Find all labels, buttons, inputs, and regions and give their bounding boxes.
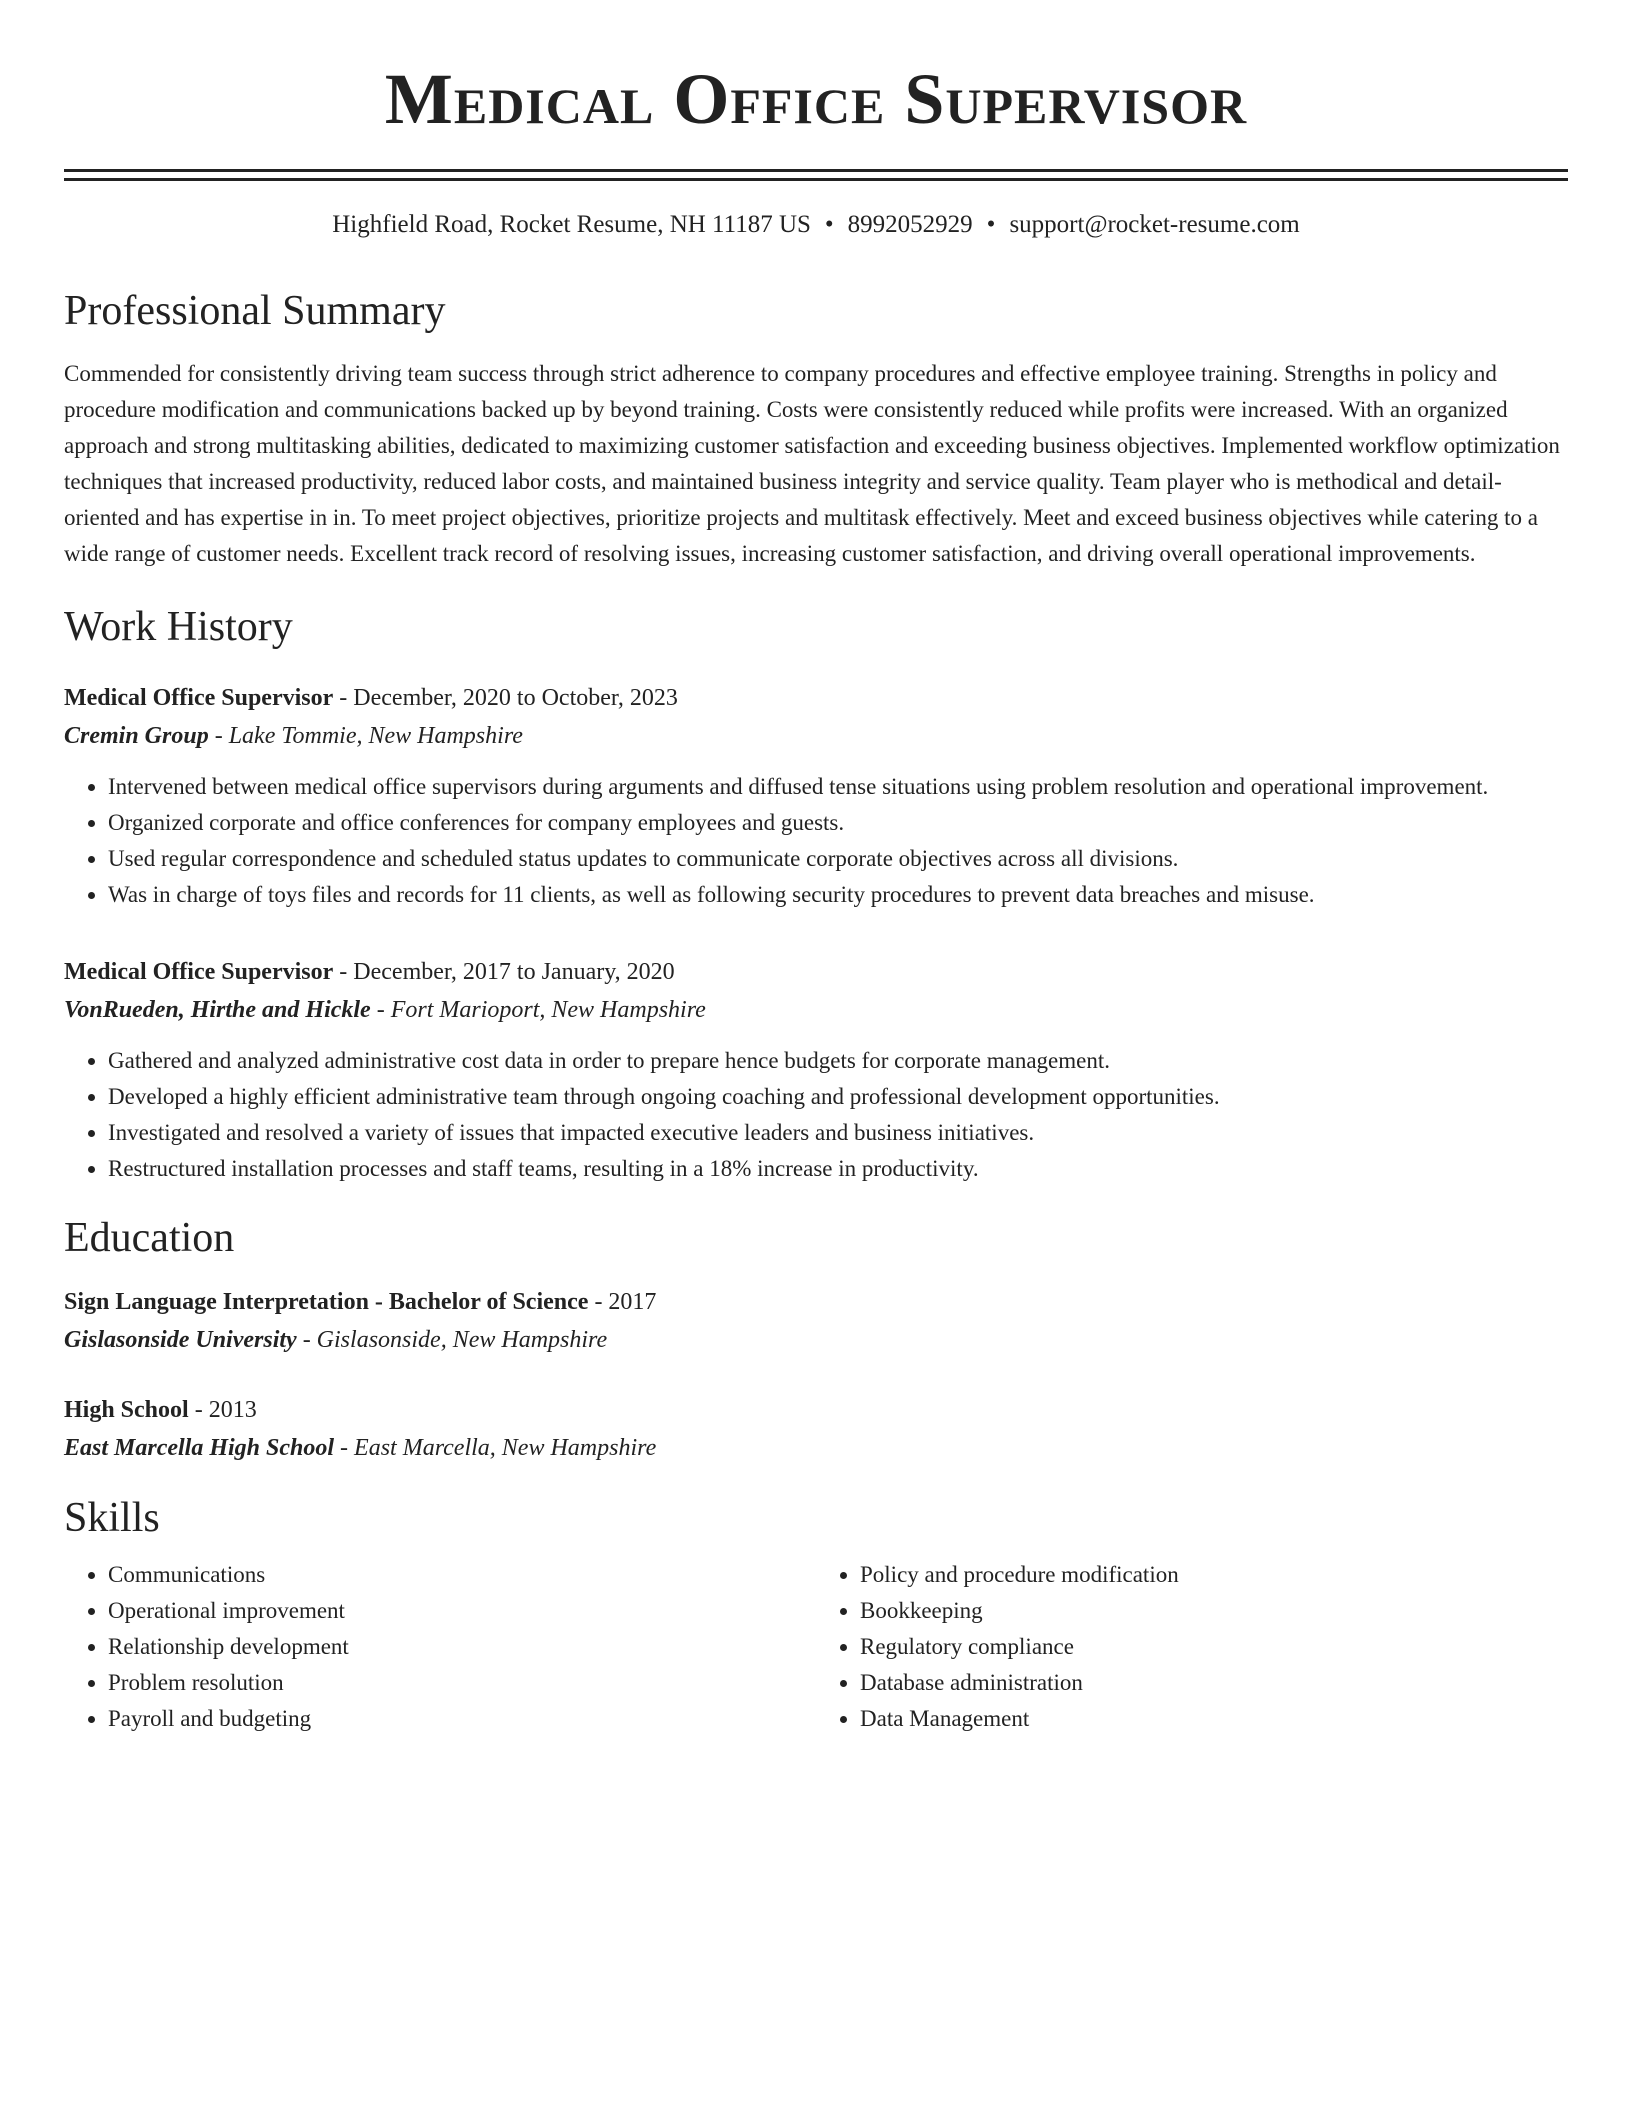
skills-list-right: [816, 1557, 1568, 1737]
degree-name: High School: [64, 1396, 189, 1423]
degree-year: - 2017: [588, 1288, 657, 1315]
skills-heading: Skills: [64, 1494, 160, 1541]
skill-item: • Policy and procedure modification: [860, 1557, 1568, 1593]
skill-item: • Payroll and budgeting: [108, 1701, 816, 1737]
job-location: - Fort Marioport, New Hampshire: [370, 996, 706, 1023]
job-location: - Lake Tommie, New Hampshire: [208, 722, 523, 749]
contact-address: Highfield Road, Rocket Resume, NH 11187 US: [332, 210, 811, 238]
job-title: Medical Office Supervisor: [64, 684, 334, 711]
school-location: - Gislasonside, New Hampshire: [296, 1326, 608, 1353]
job-entry: [64, 679, 1568, 913]
degree-name: Sign Language Interpretation - Bachelor of Science: [64, 1288, 589, 1315]
skills-list-left: [64, 1557, 816, 1737]
job-bullet: • Was in charge of toys files and records for 11 clients, as well as following security procedures to prevent data breaches and misuse.: [108, 877, 1568, 913]
job-title-line: [64, 679, 1568, 717]
job-bullet: • Gathered and analyzed administrative cost data in order to prepare hence budgets for corporate management.: [108, 1043, 1568, 1079]
job-bullet: • Restructured installation processes and staff teams, resulting in a 18% increase in productivity.: [108, 1151, 1568, 1187]
contact-phone: 8992052929: [847, 210, 973, 238]
skill-item: • Problem resolution: [108, 1665, 816, 1701]
education-entry: [64, 1283, 1568, 1359]
education-section: [64, 1213, 1568, 1467]
job-dates: - December, 2020 to October, 2023: [333, 684, 678, 711]
job-entry: [64, 953, 1568, 1187]
degree-line: [64, 1391, 1568, 1429]
work-history-section: [64, 602, 1568, 1186]
skill-item: • Relationship development: [108, 1629, 816, 1665]
job-bullet: • Used regular correspondence and scheduled status updates to communicate corporate objectives across all divisions.: [108, 841, 1568, 877]
job-bullet: • Investigated and resolved a variety of issues that impacted executive leaders and business initiatives.: [108, 1115, 1568, 1151]
skill-item: • Operational improvement: [108, 1593, 816, 1629]
job-bullets: [64, 1043, 1568, 1187]
school-name: East Marcella High School: [64, 1434, 335, 1461]
contact-separator: •: [824, 210, 834, 238]
education-entry: [64, 1391, 1568, 1467]
resume-name-title: Medical Office Supervisor: [384, 59, 1248, 139]
skills-section: [64, 1493, 1568, 1737]
job-company: Cremin Group: [64, 722, 209, 749]
skill-item: • Bookkeeping: [860, 1593, 1568, 1629]
resume-page: [64, 0, 1568, 1737]
skill-item: • Database administration: [860, 1665, 1568, 1701]
school-name: Gislasonside University: [64, 1326, 297, 1353]
job-dates: - December, 2017 to January, 2020: [333, 958, 675, 985]
job-title: Medical Office Supervisor: [64, 958, 334, 985]
work-history-heading: Work History: [64, 604, 293, 651]
degree-year: - 2013: [188, 1396, 257, 1423]
degree-line: [64, 1283, 1568, 1321]
skill-item: • Regulatory compliance: [860, 1629, 1568, 1665]
job-bullet: • Developed a highly efficient administrative team through ongoing coaching and professional development opportunities.: [108, 1079, 1568, 1115]
job-company-line: [64, 991, 1568, 1029]
school-location: - East Marcella, New Hampshire: [334, 1434, 657, 1461]
school-line: [64, 1429, 1568, 1467]
summary-section: [64, 286, 1568, 572]
skill-item: • Data Management: [860, 1701, 1568, 1737]
job-bullet: • Intervened between medical office supervisors during arguments and diffused tense situations using problem resolution and operational improvement.: [108, 769, 1568, 805]
double-rule-divider: [64, 169, 1568, 181]
skills-columns: [64, 1557, 1568, 1737]
school-line: [64, 1321, 1568, 1359]
job-title-line: [64, 953, 1568, 991]
contact-separator: •: [986, 210, 996, 238]
contact-email: support@rocket-resume.com: [1009, 210, 1300, 238]
job-company: VonRueden, Hirthe and Hickle: [64, 996, 371, 1023]
job-bullets: [64, 769, 1568, 913]
contact-line: [64, 207, 1568, 242]
education-heading: Education: [64, 1214, 235, 1261]
job-bullet: • Organized corporate and office conferences for company employees and guests.: [108, 805, 1568, 841]
summary-text: Commended for consistently driving team success through strict adherence to company procedures and effective employee training. Strengths in policy and procedure modification and communications backed up by beyond training. Costs were consistently reduced while profits were increased. With an organized approach and strong multitasking abilities, dedicated to maximizing customer satisfaction and exceeding business objectives. Implemented workflow optimization techniques that increased productivity, reduced labor costs, and maintained business integrity and service quality. Team player who is methodical and detail-oriented and has expertise in in. To meet project objectives, prioritize projects and multitask effectively. Meet and exceed business objectives while catering to a wide range of customer needs. Excellent track record of resolving issues, increasing customer satisfaction, and driving overall operational improvements.: [64, 361, 1560, 567]
job-company-line: [64, 717, 1568, 755]
skill-item: • Communications: [108, 1557, 816, 1593]
summary-heading: Professional Summary: [64, 287, 446, 334]
